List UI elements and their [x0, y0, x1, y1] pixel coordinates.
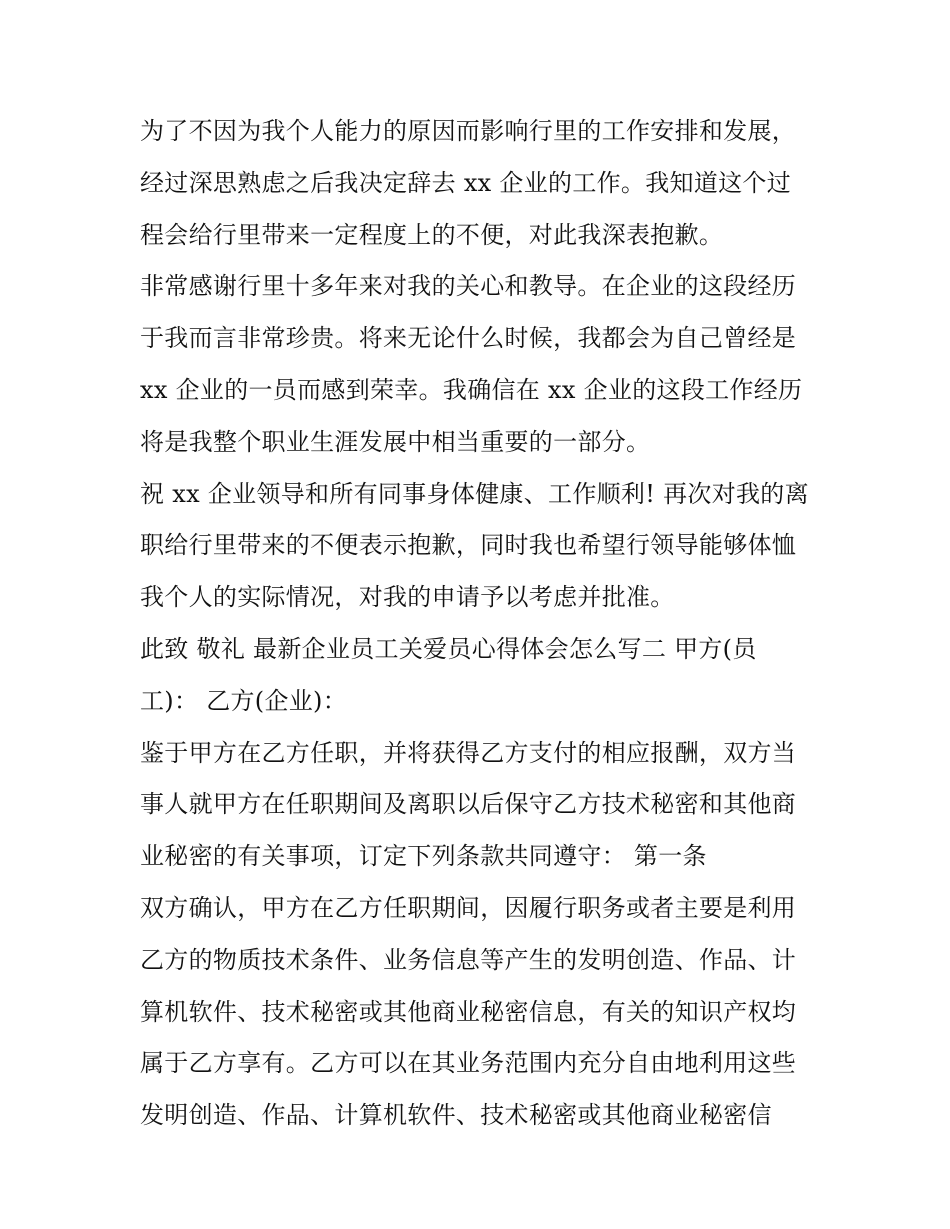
text-line: 算机软件、技术秘密或其他商业秘密信息，有关的知识产权均 [140, 997, 797, 1026]
text-line: 职给行里带来的不便表示抱歉，同时我也希望行领导能够体恤 [140, 531, 797, 560]
text-line: xx 企业的一员而感到荣幸。我确信在 xx 企业的这段工作经历 [140, 375, 803, 404]
text-line: 鉴于甲方在乙方任职，并将获得乙方支付的相应报酬，双方当 [140, 738, 797, 767]
text-line: 双方确认，甲方在乙方任职期间，因履行职务或者主要是利用 [140, 893, 797, 922]
text-line: 此致 敬礼 最新企业员工关爱员心得体会怎么写二 甲方(员 [140, 634, 757, 663]
text-line: 经过深思熟虑之后我决定辞去 xx 企业的工作。我知道这个过 [140, 168, 792, 197]
text-line: 程会给行里带来一定程度上的不便，对此我深表抱歉。 [140, 220, 724, 249]
text-line: 发明创造、作品、计算机软件、技术秘密或其他商业秘密信 [140, 1101, 772, 1130]
text-line: 将是我整个职业生涯发展中相当重要的一部分。 [140, 427, 651, 456]
text-line: 我个人的实际情况，对我的申请予以考虑并批准。 [140, 583, 675, 612]
text-line: 为了不因为我个人能力的原因而影响行里的工作安排和发展， [140, 117, 797, 145]
text-line: 业秘密的有关事项，订定下列条款共同遵守： 第一条 [140, 842, 707, 871]
text-line: 属于乙方享有。乙方可以在其业务范围内充分自由地利用这些 [140, 1049, 797, 1078]
text-line: 祝 xx 企业领导和所有同事身体健康、工作顺利! 再次对我的离 [140, 479, 809, 508]
text-line: 工)： 乙方(企业)： [140, 686, 348, 715]
text-line: 非常感谢行里十多年来对我的关心和教导。在企业的这段经历 [140, 272, 797, 301]
text-line: 于我而言非常珍贵。将来无论什么时候，我都会为自己曾经是 [140, 324, 797, 353]
text-line: 事人就甲方在任职期间及离职以后保守乙方技术秘密和其他商 [140, 790, 797, 819]
document-body [140, 106, 820, 1142]
text-line: 乙方的物质技术条件、业务信息等产生的发明创造、作品、计 [140, 945, 797, 974]
